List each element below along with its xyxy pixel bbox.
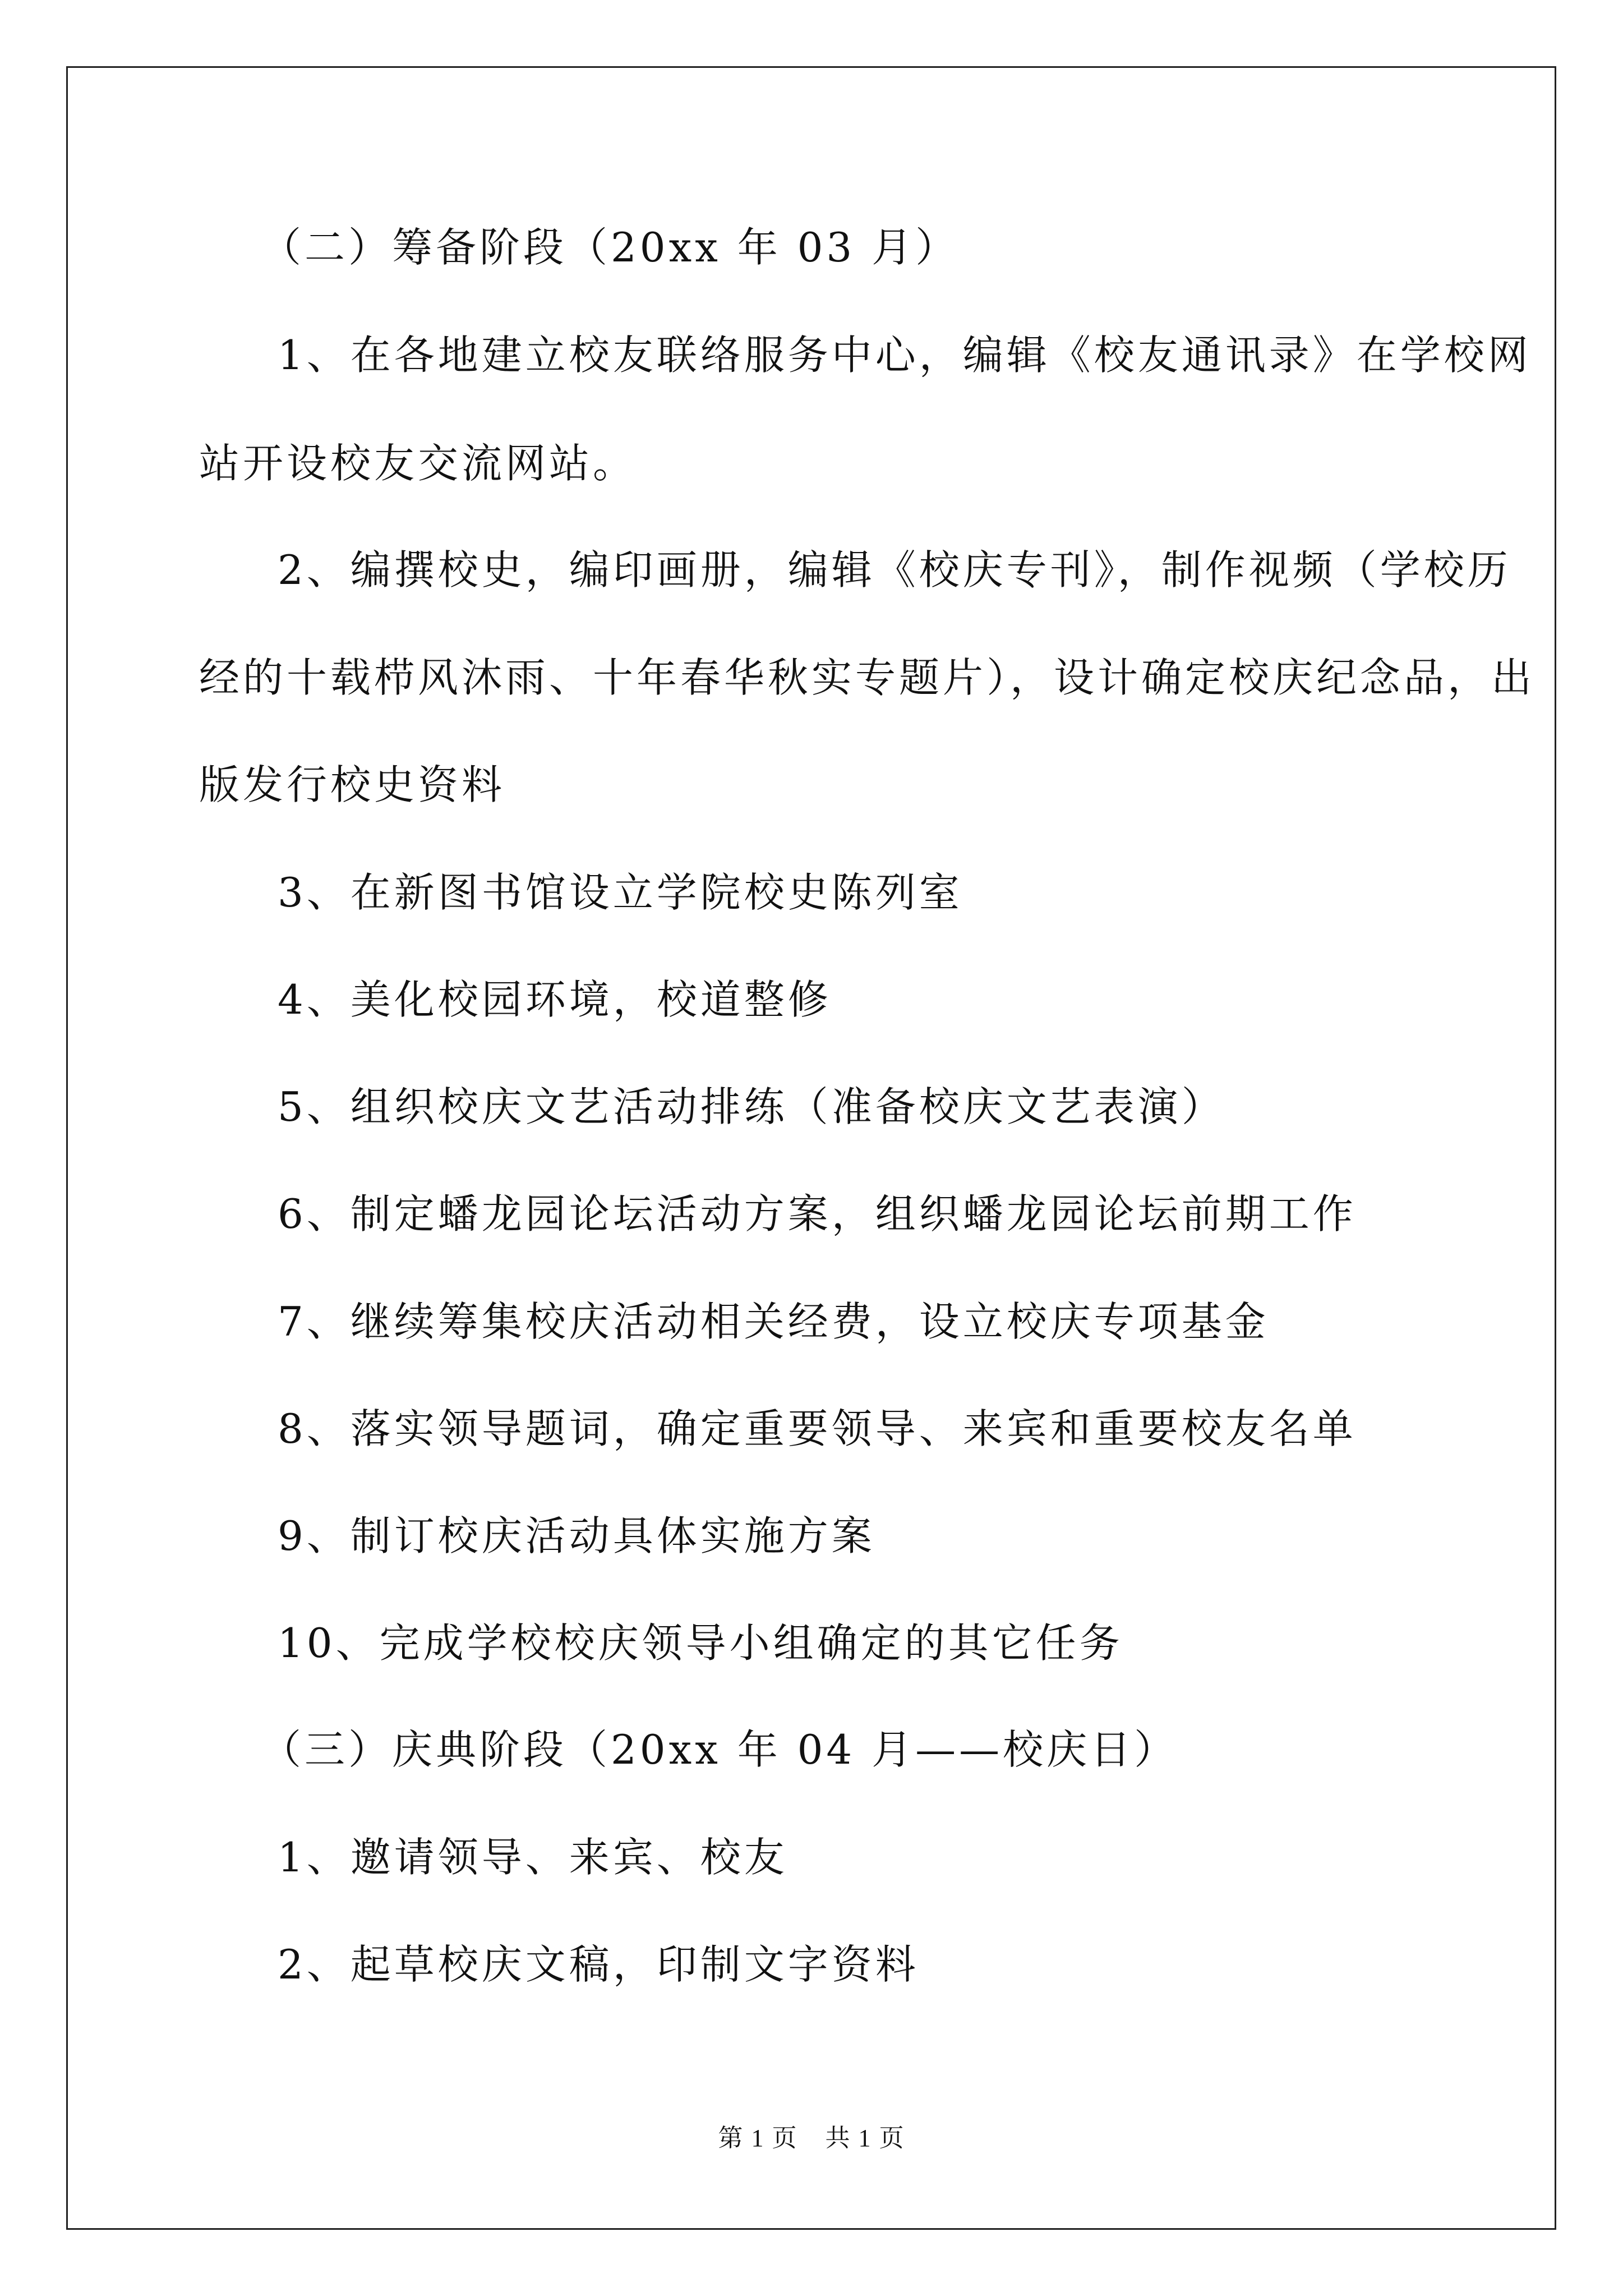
list-item-text: 3、在新图书馆设立学院校史陈列室 (278, 869, 963, 916)
list-item-text: 1、在各地建立校友联络服务中心，编辑《校友通讯录》在学校网 (278, 332, 1532, 379)
section-heading: （二）筹备阶段（20xx 年 03 月） (261, 224, 960, 271)
list-item-text: 9、制订校庆活动具体实施方案 (278, 1512, 875, 1559)
list-item-text: 5、组织校庆文艺活动排练（准备校庆文艺表演） (278, 1083, 1225, 1130)
list-item-text: 站开设校友交流网站。 (199, 440, 637, 487)
list-item-text: 1、邀请领导、来宾、校友 (278, 1834, 788, 1881)
list-item-text: 10、完成学校校庆领导小组确定的其它任务 (278, 1619, 1123, 1667)
list-item-text: 2、起草校庆文稿，印制文字资料 (278, 1941, 919, 1988)
list-item-text: 8、落实领导题词，确定重要领导、来宾和重要校友名单 (278, 1405, 1357, 1452)
list-item-text: 2、编撰校史，编印画册，编辑《校庆专刊》，制作视频（学校历 (278, 546, 1511, 593)
page-footer (0, 2126, 1623, 2151)
page-border (66, 66, 1556, 2230)
list-item-text: 7、继续筹集校庆活动相关经费，设立校庆专项基金 (278, 1298, 1269, 1345)
page-total: 共 1 页 (825, 2124, 905, 2152)
list-item-text: 版发行校史资料 (199, 761, 506, 808)
list-item-text: 经的十载栉风沐雨、十年春华秋实专题片），设计确定校庆纪念品，出 (199, 654, 1536, 701)
list-item-text: 6、制定蟠龙园论坛活动方案，组织蟠龙园论坛前期工作 (278, 1190, 1357, 1237)
section-heading: （三）庆典阶段（20xx 年 04 月——校庆日） (261, 1726, 1178, 1773)
list-item-text: 4、美化校园环境，校道整修 (278, 976, 832, 1023)
page-number: 第 1 页 (718, 2124, 798, 2152)
